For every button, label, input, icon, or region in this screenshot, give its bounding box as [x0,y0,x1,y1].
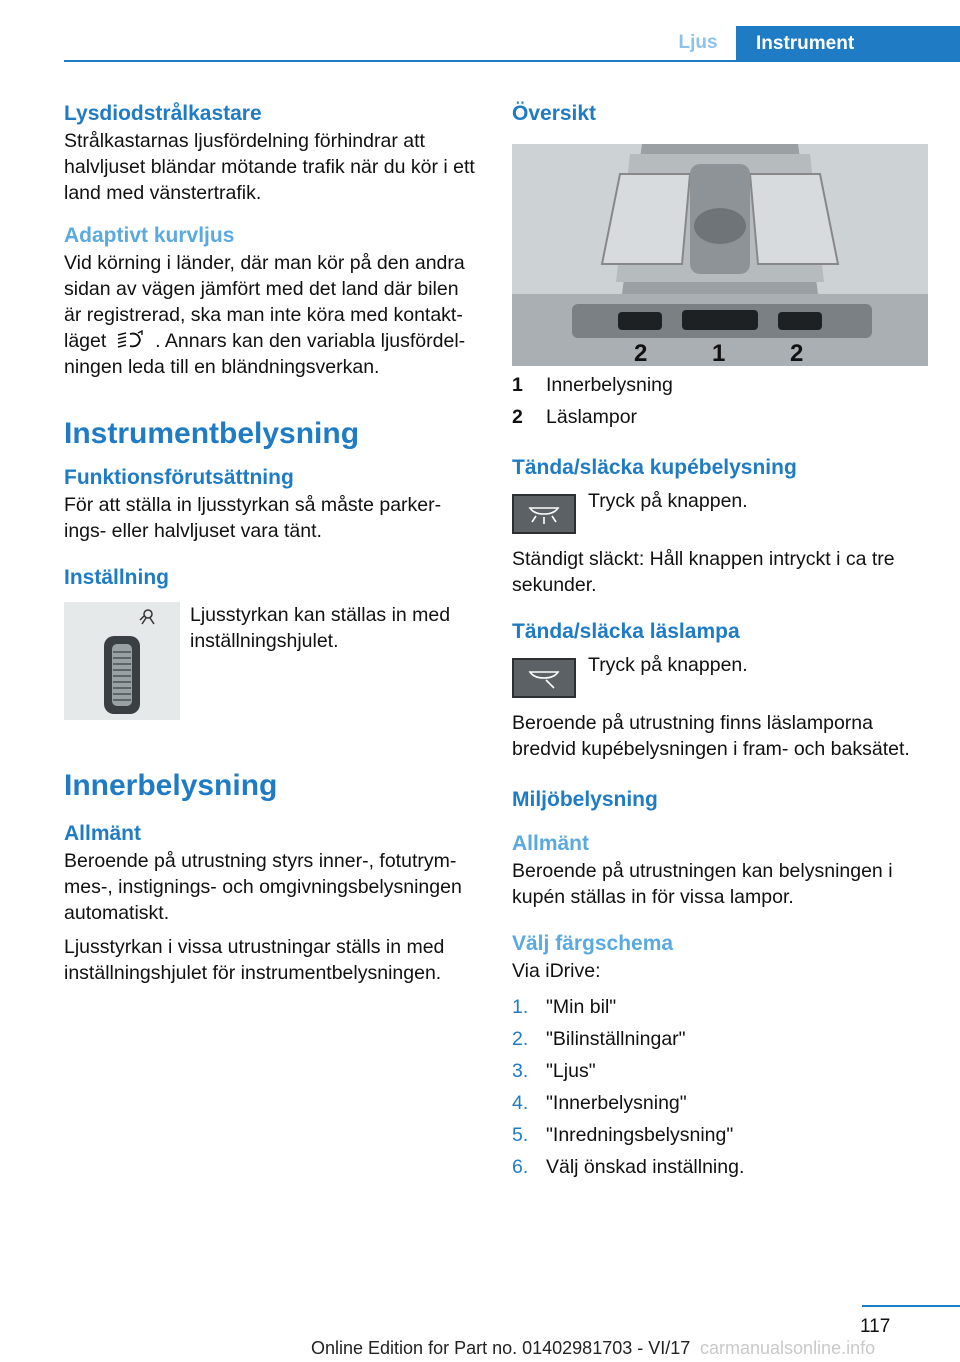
step-item [512,1090,928,1116]
step-text: "Bilinställningar" [546,1028,686,1050]
step-text: "Ljus" [546,1060,596,1082]
photo-label-1: 1 [712,340,726,366]
step-num: 6. [512,1156,529,1178]
idrive-steps [512,994,928,1180]
brightness-wheel-image [64,602,180,720]
step-item [512,1026,928,1052]
ambient-general-text: Beroende på utrustningen kan belysningen i kupén ställas in för vissa lampor. [512,860,893,908]
color-heading: Välj färgschema [512,932,674,955]
step-num: 2. [512,1028,529,1050]
reading-note: Beroende på utrustning finns läslamporna bredvid kupébelysningen i fram- och baksätet. [512,712,910,760]
ambient-general-heading: Allmänt [512,832,590,855]
adaptive-text-part1: Vid körning i länder, där man kör på den andra sidan av vägen jämfört med det land där bilen är registrerad, ska man inte köra med kontakt‐läget [64,252,465,352]
general-heading: Allmänt [64,822,142,845]
reading-text: Tryck på knappen. [588,654,748,676]
step-text: "Inredningsbelysning" [546,1124,734,1146]
photo-label-2b: 2 [790,340,804,366]
legend-num: 2 [512,406,523,428]
general-text-1: Beroende på utrustning styrs inner-, fotutrym‐mes-, instignings- och omgivningsbelysningen automatiskt. [64,850,462,924]
cabin-text: Tryck på knappen. [588,490,748,512]
interior-light-illustration [512,144,928,366]
adaptive-text-part2: . Annars kan den variabla ljusfördel‐ningen leda till en bländningsverkan. [64,330,466,378]
legend-num: 1 [512,374,523,396]
reading-light-button-image [512,658,576,698]
edition-text: Online Edition for Part no. 01402981703 - VI/17 [311,1338,691,1358]
headlight-adaptive-icon [116,330,146,350]
func-heading: Funktionsförutsättning [64,466,294,489]
reading-light-icon [514,660,574,696]
step-item [512,1154,928,1180]
step-item [512,994,928,1020]
step-item [512,1122,928,1148]
cabin-light-icon [514,496,574,532]
adaptive-heading: Adaptivt kurvljus [64,224,235,247]
step-num: 3. [512,1060,529,1082]
step-text: "Innerbelysning" [546,1092,687,1114]
watermark-text: carmanualsonline.info [700,1338,876,1358]
step-item [512,1058,928,1084]
color-intro: Via iDrive: [512,960,601,982]
header-tab-instrument[interactable]: Instrument [736,26,960,62]
legend-item [512,372,928,398]
interior-heading: Innerbelysning [64,769,278,802]
legend-label: Innerbelysning [546,374,673,396]
cabin-heading: Tända/släcka kupébelysning [512,456,797,479]
left-column [64,100,480,986]
photo-label-2a: 2 [634,340,648,366]
step-num: 4. [512,1092,529,1114]
right-column [512,100,928,1186]
overview-heading: Översikt [512,102,597,125]
page-number: 117 [860,1316,891,1337]
header-tab-ljus[interactable]: Ljus [678,32,718,53]
interior-light-photo [512,144,928,366]
step-num: 5. [512,1124,529,1146]
setting-row [64,602,480,720]
led-text: Strålkastarnas ljusfördelning förhindrar att halvljuset bländar mötande trafik när du kör i ett land med vänstertrafik. [64,130,475,204]
setting-heading: Inställning [64,566,169,589]
ambient-heading: Miljöbelysning [512,788,658,811]
legend-item [512,404,928,430]
brightness-wheel-icon [64,602,180,720]
footer-rule [862,1305,960,1307]
setting-text: Ljusstyrkan kan ställas in med inställningshjulet. [190,604,451,652]
legend-label: Läslampor [546,406,638,428]
reading-button-row [512,654,928,698]
cabin-button-row [512,490,928,534]
instrument-heading: Instrumentbelysning [64,417,360,450]
cabin-light-button-image [512,494,576,534]
func-text: För att ställa in ljusstyrkan så måste parker‐ings- eller halvljuset vara tänt. [64,494,442,542]
cabin-note: Ständigt släckt: Håll knappen intryckt i ca tre sekunder. [512,548,895,596]
step-text: "Min bil" [546,996,617,1018]
led-heading: Lysdiodstrålkastare [64,102,262,125]
header-rule [64,60,960,62]
step-num: 1. [512,996,529,1018]
adaptive-text [64,250,480,380]
reading-heading: Tända/släcka läslampa [512,620,740,643]
general-text-2: Ljusstyrkan i vissa utrustningar ställs in med inställningshjulet för instrumentbelysningen. [64,936,445,984]
step-text: Välj önskad inställning. [546,1156,745,1178]
